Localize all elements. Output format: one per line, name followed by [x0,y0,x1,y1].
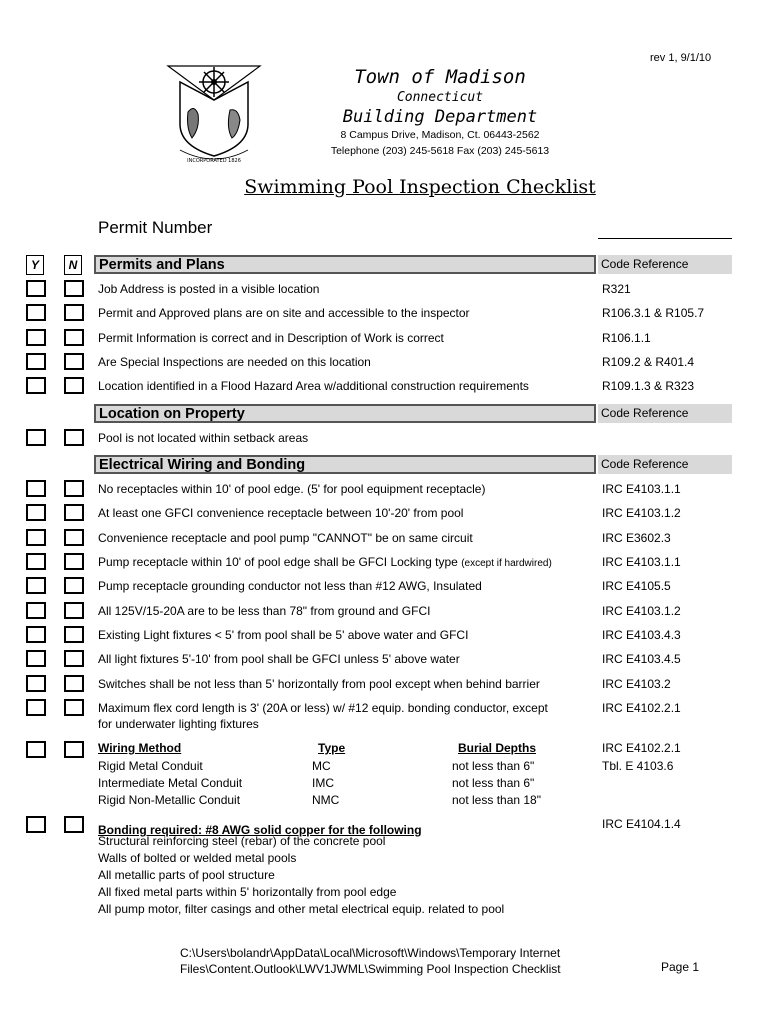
yes-checkbox[interactable] [26,377,46,394]
code-reference: R109.1.3 & R323 [602,379,695,393]
footer-path [180,945,561,977]
footer-path-line-1: C:\Users\bolandr\AppData\Local\Microsoft\Windows\Temporary Internet [180,946,561,960]
checklist-item-text [98,554,552,572]
no-checkbox[interactable] [64,429,84,446]
yes-checkbox[interactable] [26,816,46,833]
bonding-heading: Bonding required: #8 AWG solid copper for the following [98,823,422,837]
address: 8 Campus Drive, Madison, Ct. 06443-2562 [340,129,540,141]
no-checkbox[interactable] [64,504,84,521]
yes-checkbox[interactable] [26,480,46,497]
yes-checkbox[interactable] [26,353,46,370]
yes-checkbox[interactable] [26,675,46,692]
section-header: Permits and Plans [94,255,596,274]
yes-checkbox[interactable] [26,741,46,758]
burial-depth-header: Burial Depths [458,741,537,755]
wiring-ref-1: IRC E4102.2.1 [602,741,681,755]
item-text-continued: for underwater lighting fixtures [98,717,259,731]
yes-checkbox[interactable] [26,329,46,346]
wiring-ref-2: Tbl. E 4103.6 [602,759,674,773]
code-reference: R321 [602,282,631,296]
no-checkbox[interactable] [64,304,84,321]
no-checkbox[interactable] [64,650,84,667]
wiring-table-cell: IMC [312,776,334,790]
bonding-ref: IRC E4104.1.4 [602,817,681,831]
code-reference: IRC E3602.3 [602,531,671,545]
wiring-method-header: Wiring Method [98,741,182,755]
checklist-item-text [98,378,529,394]
item-text: Maximum flex cord length is 3' (20A or less) w/ #12 equip. bonding conductor, except [98,701,548,715]
code-reference: R106.3.1 & R105.7 [602,306,705,320]
wiring-table-cell: not less than 6" [452,759,535,773]
checklist-item-text [98,305,470,321]
permit-number-field[interactable] [598,238,732,239]
yes-checkbox[interactable] [26,602,46,619]
no-checkbox[interactable] [64,699,84,716]
page-number: Page 1 [661,960,700,974]
wiring-table-cell: not less than 6" [452,776,535,790]
item-text: Permit Information is correct and in Description of Work is correct [98,331,444,345]
checklist-item-text [98,700,548,732]
item-text: Permit and Approved plans are on site and accessible to the inspector [98,306,470,320]
code-reference: IRC E4103.1.1 [602,482,681,496]
bonding-line: All fixed metal parts within 5' horizontally from pool edge [98,885,397,899]
checklist-item-text [98,281,319,297]
item-text: Existing Light fixtures < 5' from pool shall be 5' above water and GFCI [98,628,469,642]
checklist-item-text [98,354,371,370]
yes-checkbox[interactable] [26,626,46,643]
no-checkbox[interactable] [64,280,84,297]
wiring-type-header: Type [318,741,346,755]
no-checkbox[interactable] [64,675,84,692]
no-checkbox[interactable] [64,553,84,570]
bonding-line: All pump motor, filter casings and other metal electrical equip. related to pool [98,902,505,916]
checklist-item-text [98,330,444,346]
yes-checkbox[interactable] [26,280,46,297]
item-text: Pump receptacle within 10' of pool edge shall be GFCI Locking type [98,555,458,569]
no-checkbox[interactable] [64,816,84,833]
yes-checkbox[interactable] [26,650,46,667]
item-text: Location identified in a Flood Hazard Area w/additional construction requirements [98,379,529,393]
item-text: All 125V/15-20A are to be less than 78" from ground and GFCI [98,604,431,618]
item-text: Switches shall be not less than 5' horizontally from pool except when behind barrier [98,677,540,691]
checklist-item-text [98,676,540,692]
wiring-table-cell: MC [312,759,331,773]
item-text: Pump receptacle grounding conductor not less than #12 AWG, Insulated [98,579,482,593]
no-checkbox[interactable] [64,377,84,394]
wiring-table-cell: Rigid Non-Metallic Conduit [98,793,241,807]
no-checkbox[interactable] [64,626,84,643]
item-text: All light fixtures 5'-10' from pool shall be GFCI unless 5' above water [98,652,460,666]
item-text: Job Address is posted in a visible location [98,282,320,296]
no-checkbox[interactable] [64,741,84,758]
yes-checkbox[interactable] [26,699,46,716]
wiring-table-cell: not less than 18" [452,793,541,807]
no-checkbox[interactable] [64,480,84,497]
bonding-line: All metallic parts of pool structure [98,868,275,882]
item-note: (except if hardwired) [461,558,552,569]
checklist-item-text [98,430,308,446]
item-text: Are Special Inspections are needed on this location [98,355,371,369]
section-header: Electrical Wiring and Bonding [94,455,596,474]
code-reference: IRC E4103.1.2 [602,506,681,520]
code-reference-header: Code Reference [598,255,732,274]
code-reference-header: Code Reference [598,404,732,423]
yes-column-header: Y [26,255,44,275]
no-checkbox[interactable] [64,353,84,370]
item-text: No receptacles within 10' of pool edge. (5' for pool equipment receptacle) [98,482,486,496]
yes-checkbox[interactable] [26,304,46,321]
no-checkbox[interactable] [64,602,84,619]
bonding-line: Structural reinforcing steel (rebar) of the concrete pool [98,834,386,848]
no-checkbox[interactable] [64,577,84,594]
checklist-item-text [98,505,463,521]
code-reference: IRC E4103.4.3 [602,628,681,642]
item-text: At least one GFCI convenience receptacle between 10'-20' from pool [98,506,464,520]
yes-checkbox[interactable] [26,577,46,594]
town-seal-logo [166,64,262,166]
wiring-table-cell: Intermediate Metal Conduit [98,776,243,790]
checklist-item-text [98,530,473,546]
item-text: Pool is not located within setback areas [98,431,309,445]
wiring-table-cell: Rigid Metal Conduit [98,759,203,773]
checklist-item-text [98,627,468,643]
code-reference: IRC E4103.1.2 [602,604,681,618]
page-title-text: Swimming Pool Inspection Checklist [244,176,596,198]
department-name: Building Department [342,107,538,127]
code-reference: R109.2 & R401.4 [602,355,695,369]
item-text: Convenience receptacle and pool pump "CANNOT" be on same circuit [98,531,473,545]
code-reference-header: Code Reference [598,455,732,474]
code-reference: IRC E4102.2.1 [602,701,681,715]
yes-checkbox[interactable] [26,429,46,446]
no-checkbox[interactable] [64,529,84,546]
code-reference: R106.1.1 [602,331,651,345]
checklist-item-text [98,603,430,619]
checklist-item-text [98,651,460,667]
checklist-item-text [98,578,482,594]
section-header: Location on Property [94,404,596,423]
state-name: Connecticut [396,90,484,105]
telephone: Telephone (203) 245-5618 Fax (203) 245-5613 [330,145,550,157]
code-reference: IRC E4103.4.5 [602,652,681,666]
seal-lettering: INCORPORATED 1826 [187,158,241,164]
no-checkbox[interactable] [64,329,84,346]
code-reference: IRC E4105.5 [602,579,671,593]
town-name: Town of Madison [354,66,526,88]
bonding-line: Walls of bolted or welded metal pools [98,851,297,865]
revision-text: rev 1, 9/1/10 [650,52,712,64]
permit-number-label: Permit Number [98,218,213,237]
no-column-header: N [64,255,82,275]
yes-checkbox[interactable] [26,529,46,546]
checklist-item-text [98,481,485,497]
code-reference: IRC E4103.1.1 [602,555,681,569]
page-title [150,176,690,198]
footer-path-line-2: Files\Content.Outlook\LWV1JWML\Swimming Pool Inspection Checklist [180,962,561,976]
code-reference: IRC E4103.2 [602,677,671,691]
wiring-table-cell: NMC [312,793,340,807]
yes-checkbox[interactable] [26,553,46,570]
yes-checkbox[interactable] [26,504,46,521]
